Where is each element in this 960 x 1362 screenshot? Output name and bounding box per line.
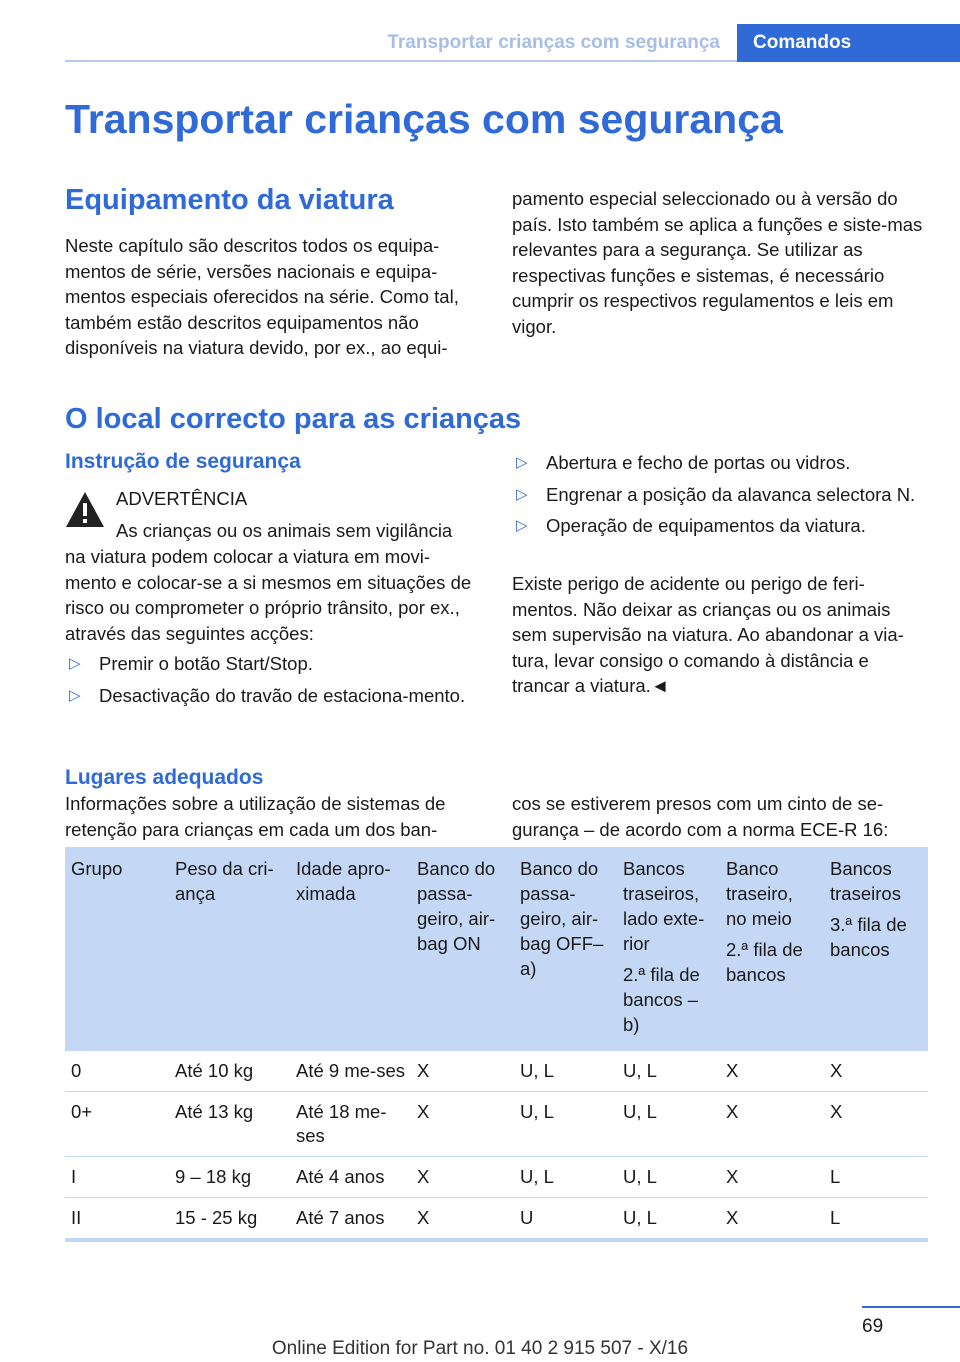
warning-label: ADVERTÊNCIA [116, 488, 248, 509]
list-item: ▷ Desactivação do travão de estaciona-mento. [65, 683, 480, 709]
table-cell: X [411, 1051, 514, 1092]
equip-paragraph-left: Neste capítulo são descritos todos os equipa-mentos de série, versões nacionais e equipa-mentos especiais oferecidos na série. Como tal, também estão descritos equipamentos não disponíveis na viatura devido, por ex., ao equi- [65, 235, 459, 358]
table-cell: X [411, 1157, 514, 1198]
table-row [65, 1051, 928, 1092]
list-item: ▷ Operação de equipamentos da viatura. [512, 513, 927, 539]
warning-text: na viatura podem colocar a viatura em movi-mento e colocar-se a si mesmos em situações de risco ou comprometer o próprio trânsito, por ex., através das seguintes acções: [65, 546, 472, 644]
list-item: ▷ Engrenar a posição da alavanca selectora N. [512, 482, 927, 508]
header-section-title: Transportar crianças com segurança [387, 32, 720, 53]
table-cell: X [824, 1092, 928, 1157]
bullet-list-left [65, 651, 480, 714]
bullet-list-right [512, 450, 927, 545]
table-cell: X [720, 1092, 824, 1157]
table-cell: U, L [514, 1092, 617, 1157]
page-number: 69 [862, 1316, 884, 1337]
table-cell: Até 13 kg [169, 1092, 290, 1157]
table-cell: Até 18 me-ses [290, 1092, 411, 1157]
table-header-cell: Grupo [65, 847, 169, 1051]
table-cell: X [824, 1051, 928, 1092]
table-cell: II [65, 1198, 169, 1241]
table-cell: U, L [617, 1051, 720, 1092]
equip-paragraph-right: pamento especial seleccionado ou à versão do país. Isto também se aplica a funções e siste-mas relevantes para a segurança. Se utilizar as respectivas funções e sistemas, é necessário cumprir os respectivos regulamentos e leis em vigor. [512, 188, 923, 337]
table-cell: X [411, 1198, 514, 1241]
warning-triangle-icon [65, 490, 105, 530]
table-cell: 0 [65, 1051, 169, 1092]
table-cell: Até 4 anos [290, 1157, 411, 1198]
table-row [65, 1157, 928, 1198]
table-cell: X [720, 1051, 824, 1092]
triangle-right-icon: ▷ [516, 454, 528, 471]
triangle-right-icon: ▷ [516, 517, 528, 534]
table-cell: Até 10 kg [169, 1051, 290, 1092]
table-header-cell: Peso da cri-ança [169, 847, 290, 1051]
table-header-cell: Banco traseiro, no meio 2.ª fila de bancos [720, 847, 824, 1051]
page-title: Transportar crianças com segurança [65, 96, 783, 142]
triangle-right-icon: ▷ [69, 655, 81, 672]
table-cell: X [720, 1157, 824, 1198]
local-heading: O local correcto para as crianças [65, 403, 522, 435]
table-cell: 0+ [65, 1092, 169, 1157]
table-cell: U, L [514, 1051, 617, 1092]
table-cell: U, L [617, 1198, 720, 1241]
child-seat-table [65, 847, 928, 1242]
table-header-cell: Bancos traseiros, lado exte-rior 2.ª fila de bancos – b) [617, 847, 720, 1051]
table-cell: U [514, 1198, 617, 1241]
safety-heading: Instrução de segurança [65, 450, 301, 473]
table-cell: U, L [514, 1157, 617, 1198]
table-cell: L [824, 1198, 928, 1241]
seats-paragraph-right: cos se estiverem presos com um cinto de se-gurança – de acordo com a norma ECE-R 16: [512, 793, 889, 840]
table-cell: Até 7 anos [290, 1198, 411, 1241]
table-cell: 15 - 25 kg [169, 1198, 290, 1241]
warning-intro: As crianças ou os animais sem vigilância [116, 520, 453, 541]
table-cell: I [65, 1157, 169, 1198]
table-cell: L [824, 1157, 928, 1198]
list-item: ▷ Abertura e fecho de portas ou vidros. [512, 450, 927, 476]
table-header-cell: Banco do passa-geiro, air-bag ON [411, 847, 514, 1051]
table-cell: U, L [617, 1157, 720, 1198]
table-cell: X [720, 1198, 824, 1241]
equip-heading: Equipamento da viatura [65, 184, 394, 216]
header-chapter-tab[interactable]: Comandos [737, 24, 960, 62]
list-item: ▷ Premir o botão Start/Stop. [65, 651, 480, 677]
table-header-cell: Banco do passa-geiro, air-bag OFF– a) [514, 847, 617, 1051]
table-header-cell: Idade apro-ximada [290, 847, 411, 1051]
table-header-row [65, 847, 928, 1051]
seats-heading: Lugares adequados [65, 766, 264, 789]
triangle-right-icon: ▷ [516, 485, 528, 503]
table-cell: U, L [617, 1092, 720, 1157]
triangle-right-icon: ▷ [69, 686, 81, 704]
seats-paragraph-left: Informações sobre a utilização de sistemas de retenção para crianças em cada um dos ban- [65, 793, 446, 840]
table-row [65, 1198, 928, 1241]
warning-end: Existe perigo de acidente ou perigo de feri-mentos. Não deixar as crianças ou os animais sem supervisão na viatura. Ao abandonar a via-tura, levar consigo o comando à distância e trancar a viatura.◄ [512, 573, 904, 696]
table-header-cell: Bancos traseiros 3.ª fila de bancos [824, 847, 928, 1051]
footer-rule [862, 1306, 960, 1308]
table-cell: X [411, 1092, 514, 1157]
table-cell: 9 – 18 kg [169, 1157, 290, 1198]
table-cell: Até 9 me-ses [290, 1051, 411, 1092]
footer-edition: Online Edition for Part no. 01 40 2 915 507 - X/16 [271, 1338, 689, 1359]
table-row [65, 1092, 928, 1157]
